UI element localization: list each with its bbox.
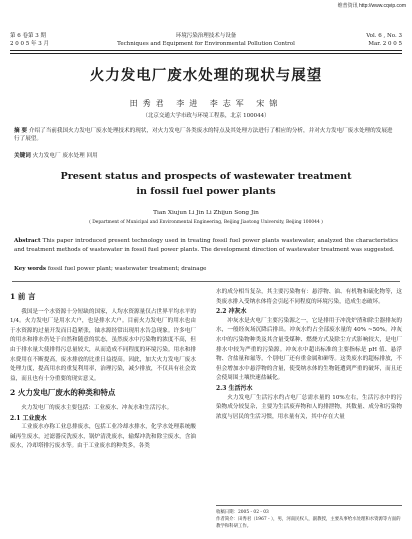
section-2-1-continued: 水的成分相当复杂，其主要污染物有：悬浮物、油、有机物和硫化物等，这类废水排入受纳水体将会引起不同程度的环境污染，造成生态破坏。	[216, 289, 402, 305]
abstract-cn-text: 介绍了当前我国火力发电厂废水处理技术的现状，对火力发电厂各类废水的特点及其处理方法进行了相应的分析，并对火力发电厂废水处理的发展进行了展望。	[14, 128, 393, 142]
section-divider	[12, 281, 400, 282]
title-cn: 火力发电厂废水处理的现状与展望	[89, 67, 323, 84]
journal-name-en: Techniques and Equipment for Environmental Pollution Control	[117, 41, 295, 47]
journal-name-cn: 环境污染治理技术与设备	[175, 33, 237, 39]
header-rule-thin	[10, 53, 402, 54]
keywords-en-label: Key words	[14, 266, 47, 272]
abstract-en-text: This paper introduced present technology used in treating fossil fuel power plants wastewater, analyzed the characteristics and treatment methods of wastewater in fossil fuel power plants. The development direction of wastewater treatment was suggested.	[14, 238, 398, 253]
left-column	[10, 288, 196, 452]
issue-info-en	[322, 32, 402, 48]
right-column	[216, 288, 402, 422]
section-2-heading: 2 火力发电厂废水的种类和特点	[10, 388, 116, 398]
section-2-paragraph: 火力发电厂的废水主要包括：工业废水、冲灰水和生活污水。	[21, 404, 173, 411]
section-2-1-heading: 2.1 工业废水	[10, 414, 47, 422]
footnote-author: 作者简介：田秀君（1967 - ），男，河南民权人，副教授，主要从事给水处理和水资源等方面的教学和科研工作。	[216, 517, 401, 529]
section-2-1-paragraph: 工业废水亦称工业总排废水，包括工业冷却水排水，化学水处理系统酸碱再生废水，过滤器反洗废水，锅炉清洗废水，输煤冲洗和除尘废水，含油废水，冷却塔排污废水等。由于工业废水的种类多，各类	[10, 424, 196, 450]
section-2-2-heading: 2.2 冲灰水	[216, 308, 247, 316]
title-en-line2: in fossil fuel power plants	[136, 186, 276, 197]
abstract-cn	[14, 127, 398, 143]
issue-info	[10, 32, 90, 48]
volume-issue-en: Vol. 6 , No. 3	[366, 33, 402, 39]
header-rule-thick	[10, 50, 402, 51]
section-1-paragraph: 我国是一个水资源十分短缺的国家，人均水资源量仅占世界平均水平的 1/4。火力发电厂是用水大户，也是排水大户。目前火力发电厂的用水也由于水资源的过量开发而日趋紧张，铀水源经常出现用水告急现象。许多电厂的用水和排水仍处于自然和随意的状态，虽然废水中污染物的浓度不高，但由于排水量大使排得污总量较大，从而造成不同程度的环境污染。用水和排水费用在不断提高，废水排放的比重日益提高。因此，加大火力发电厂废水处理力度，提高用水的重复利用率，治理污染，减少排放，不仅具有社会效益，而且也有十分重要的现实意义。	[10, 308, 196, 382]
keywords-en-text: fossil fuel power plant; wastewater treatment; drainage	[47, 266, 207, 272]
keywords-cn-label: 关键词	[14, 153, 31, 159]
keywords-en	[14, 266, 398, 272]
title-en	[0, 169, 412, 199]
volume-issue: 第 6 卷第 3 期	[10, 33, 46, 39]
section-1-heading: 1 前 言	[10, 292, 36, 301]
keywords-cn-text: 火力发电厂 废水处理 回用	[32, 153, 98, 159]
section-2-3-paragraph: 火力发电厂生活污水约占电厂总需水量的 10%左右，生活污水中的污染物成分较复杂，主要为生活废弃物和人的排泄物，其数量、成分和污染物浓度与居民的生活习惯，用水量有关，其中存在大量	[216, 394, 402, 420]
abstract-cn-label: 摘 要	[14, 128, 28, 134]
watermark: 维普资讯 http://www.cqvip.com	[337, 3, 406, 9]
keywords-cn	[14, 152, 398, 160]
authors-en: Tian Xiujun Li Jin Li Zhijun Song Jin	[153, 210, 259, 216]
footnote-received: 收稿日期：2005 - 02 - 03	[216, 510, 269, 515]
section-2-3-heading: 2.3 生活污水	[216, 384, 253, 392]
issue-date-en: Mar. 2 0 0 5	[368, 41, 402, 47]
affiliation-en: ( Department of Municipal and Environmental Engineering, Beijing Jiaotong University, Beijing 100044 )	[89, 220, 323, 225]
authors-cn: 田秀君 李进 李志军 宋锦	[129, 99, 283, 108]
title-en-line1: Present status and prospects of wastewater treatment	[60, 171, 352, 182]
journal-name	[90, 32, 322, 48]
footnote	[216, 505, 402, 530]
section-2-2-paragraph: 冲灰水是火电厂主要污染源之一，它是排用于冲洗炉渣和除尘器排灰的水，一般经灰场沉降后排出。冲灰水约占全部废水量的 40% ~50%。冲灰水中的污染物种类及其含量受煤种、燃烧方式及除尘方式影响较大，是电厂排水中较为严重的污染源。冲灰水中超出标准的主要指标是 pH 值、悬浮物、含盐量和氟等，个别电厂还有重金属和砷等。这类废水的超标排放，不但会增加水中悬浮物的含量，使受纳水体的生物链遭到严重的破坏，而且还会使周围土壤快速盐碱化。	[216, 317, 402, 382]
affiliation-cn: （北京交通大学市政与环境工程系，北京 100044）	[142, 113, 270, 119]
abstract-en-label: Abstract	[14, 238, 41, 244]
abstract-en	[14, 237, 398, 254]
issue-date: 2 0 0 5 年 3 月	[10, 41, 49, 47]
